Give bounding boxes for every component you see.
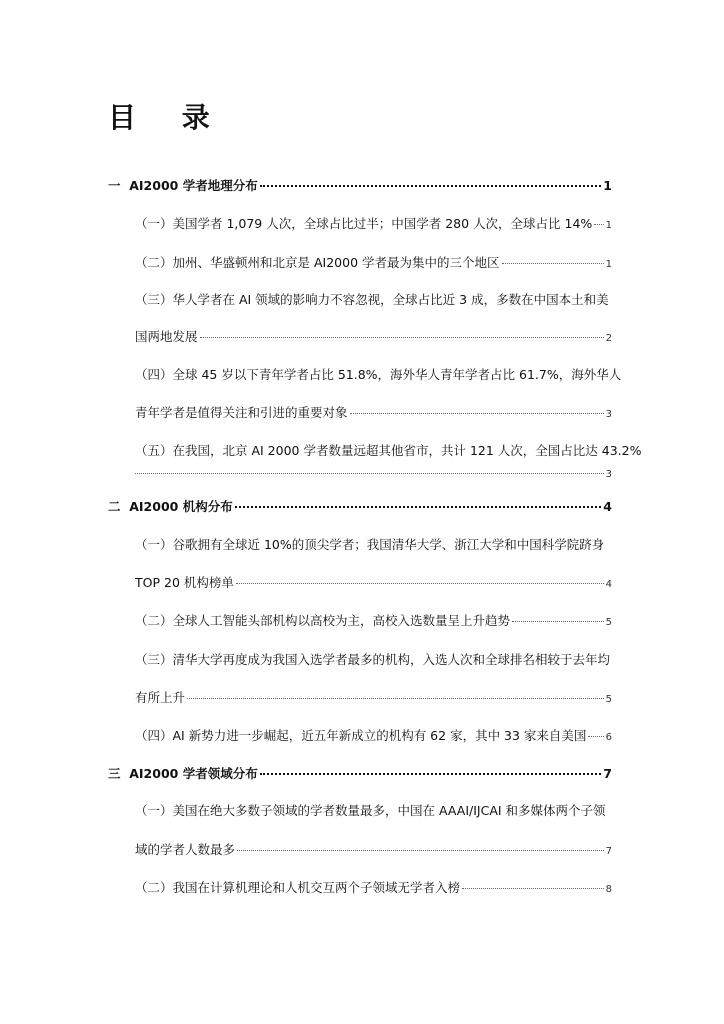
dot-leader	[235, 506, 602, 508]
toc-item-1-5-line1[interactable]: （五）在我国，北京 AI 2000 学者数量远超其他省市，共计 121 人次，全国占比达 43.2%	[135, 443, 642, 458]
dot-leader	[237, 850, 604, 851]
toc-item-2-4[interactable]	[135, 726, 612, 744]
toc-page-number: 3	[605, 409, 612, 420]
toc-item-1-1[interactable]	[135, 214, 612, 232]
toc-item-label: 有所上升	[135, 690, 186, 705]
dot-leader	[260, 773, 602, 775]
dot-leader	[502, 263, 604, 264]
toc-item-2-3[interactable]	[135, 688, 612, 706]
toc-item-1-2[interactable]	[135, 253, 612, 271]
toc-item-1-3-line1[interactable]: （三）华人学者在 AI 领域的影响力不容忽视，全球占比近 3 成，多数在中国本土和美	[135, 292, 609, 307]
toc-item-label: （二）加州、华盛顿州和北京是 AI2000 学者最为集中的三个地区	[135, 255, 500, 270]
toc-item-2-2[interactable]	[135, 611, 612, 629]
dot-leader	[594, 224, 603, 225]
toc-page-number: 8	[605, 884, 612, 895]
toc-section-label: 二 AI2000 机构分布	[108, 499, 233, 514]
toc-page-number: 1	[605, 259, 612, 270]
toc-page-number: 4	[605, 579, 612, 590]
toc-page-number: 5	[605, 694, 612, 705]
toc-page-number: 1	[603, 178, 612, 193]
dot-leader	[135, 473, 604, 474]
toc-section-1[interactable]	[108, 176, 612, 194]
dot-leader	[512, 621, 604, 622]
toc-page-number: 7	[605, 846, 612, 857]
toc-item-1-4-line1[interactable]: （四）全球 45 岁以下青年学者占比 51.8%，海外华人青年学者占比 61.7%，海外华人	[135, 367, 622, 382]
toc-item-3-2[interactable]	[135, 878, 612, 896]
toc-item-label: 国两地发展	[135, 329, 198, 344]
toc-item-1-3[interactable]	[135, 327, 612, 345]
dot-leader	[236, 583, 604, 584]
toc-page-number: 3	[605, 469, 612, 480]
toc-section-label: 一 AI2000 学者地理分布	[108, 178, 258, 193]
dot-leader	[200, 337, 604, 338]
page-title: 目 录	[108, 101, 228, 134]
dot-leader	[260, 185, 602, 187]
toc-section-2[interactable]	[108, 497, 612, 515]
toc-item-label: （二）全球人工智能头部机构以高校为主，高校入选数量呈上升趋势	[135, 613, 511, 628]
toc-item-label: （一）美国学者 1,079 人次，全球占比过半；中国学者 280 人次，全球占比 14%	[135, 216, 593, 231]
dot-leader	[187, 698, 604, 699]
toc-item-1-5[interactable]	[135, 469, 612, 480]
dot-leader	[588, 736, 603, 737]
toc-item-label: 域的学者人数最多	[135, 842, 236, 857]
toc-page-number: 6	[605, 732, 612, 743]
toc-item-label: TOP 20 机构榜单	[135, 575, 234, 590]
toc-section-label: 三 AI2000 学者领域分布	[108, 766, 258, 781]
toc-item-3-1-line1[interactable]: （一）美国在绝大多数子领域的学者数量最多，中国在 AAAI/IJCAI 和多媒体两个子领	[135, 803, 606, 818]
dot-leader	[462, 888, 604, 889]
toc-item-label: （二）我国在计算机理论和人机交互两个子领域无学者入榜	[135, 880, 461, 895]
dot-leader	[350, 413, 604, 414]
toc-page-number: 2	[605, 333, 612, 344]
toc-page-number: 7	[603, 766, 612, 781]
toc-item-label: 青年学者是值得关注和引进的重要对象	[135, 405, 348, 420]
toc-page-number: 4	[603, 499, 612, 514]
toc-item-label: （四）AI 新势力进一步崛起，近五年新成立的机构有 62 家，其中 33 家来自美国	[135, 728, 587, 743]
toc-item-1-4[interactable]	[135, 403, 612, 421]
toc-item-2-3-line1[interactable]: （三）清华大学再度成为我国入选学者最多的机构，入选人次和全球排名相较于去年均	[135, 652, 611, 667]
toc-section-3[interactable]	[108, 764, 612, 782]
toc-item-2-1-line1[interactable]: （一）谷歌拥有全球近 10%的顶尖学者；我国清华大学、浙江大学和中国科学院跻身	[135, 537, 605, 552]
toc-page-number: 1	[605, 220, 612, 231]
toc-item-3-1[interactable]	[135, 840, 612, 858]
toc-item-2-1[interactable]	[135, 573, 612, 591]
toc-page-number: 5	[605, 617, 612, 628]
